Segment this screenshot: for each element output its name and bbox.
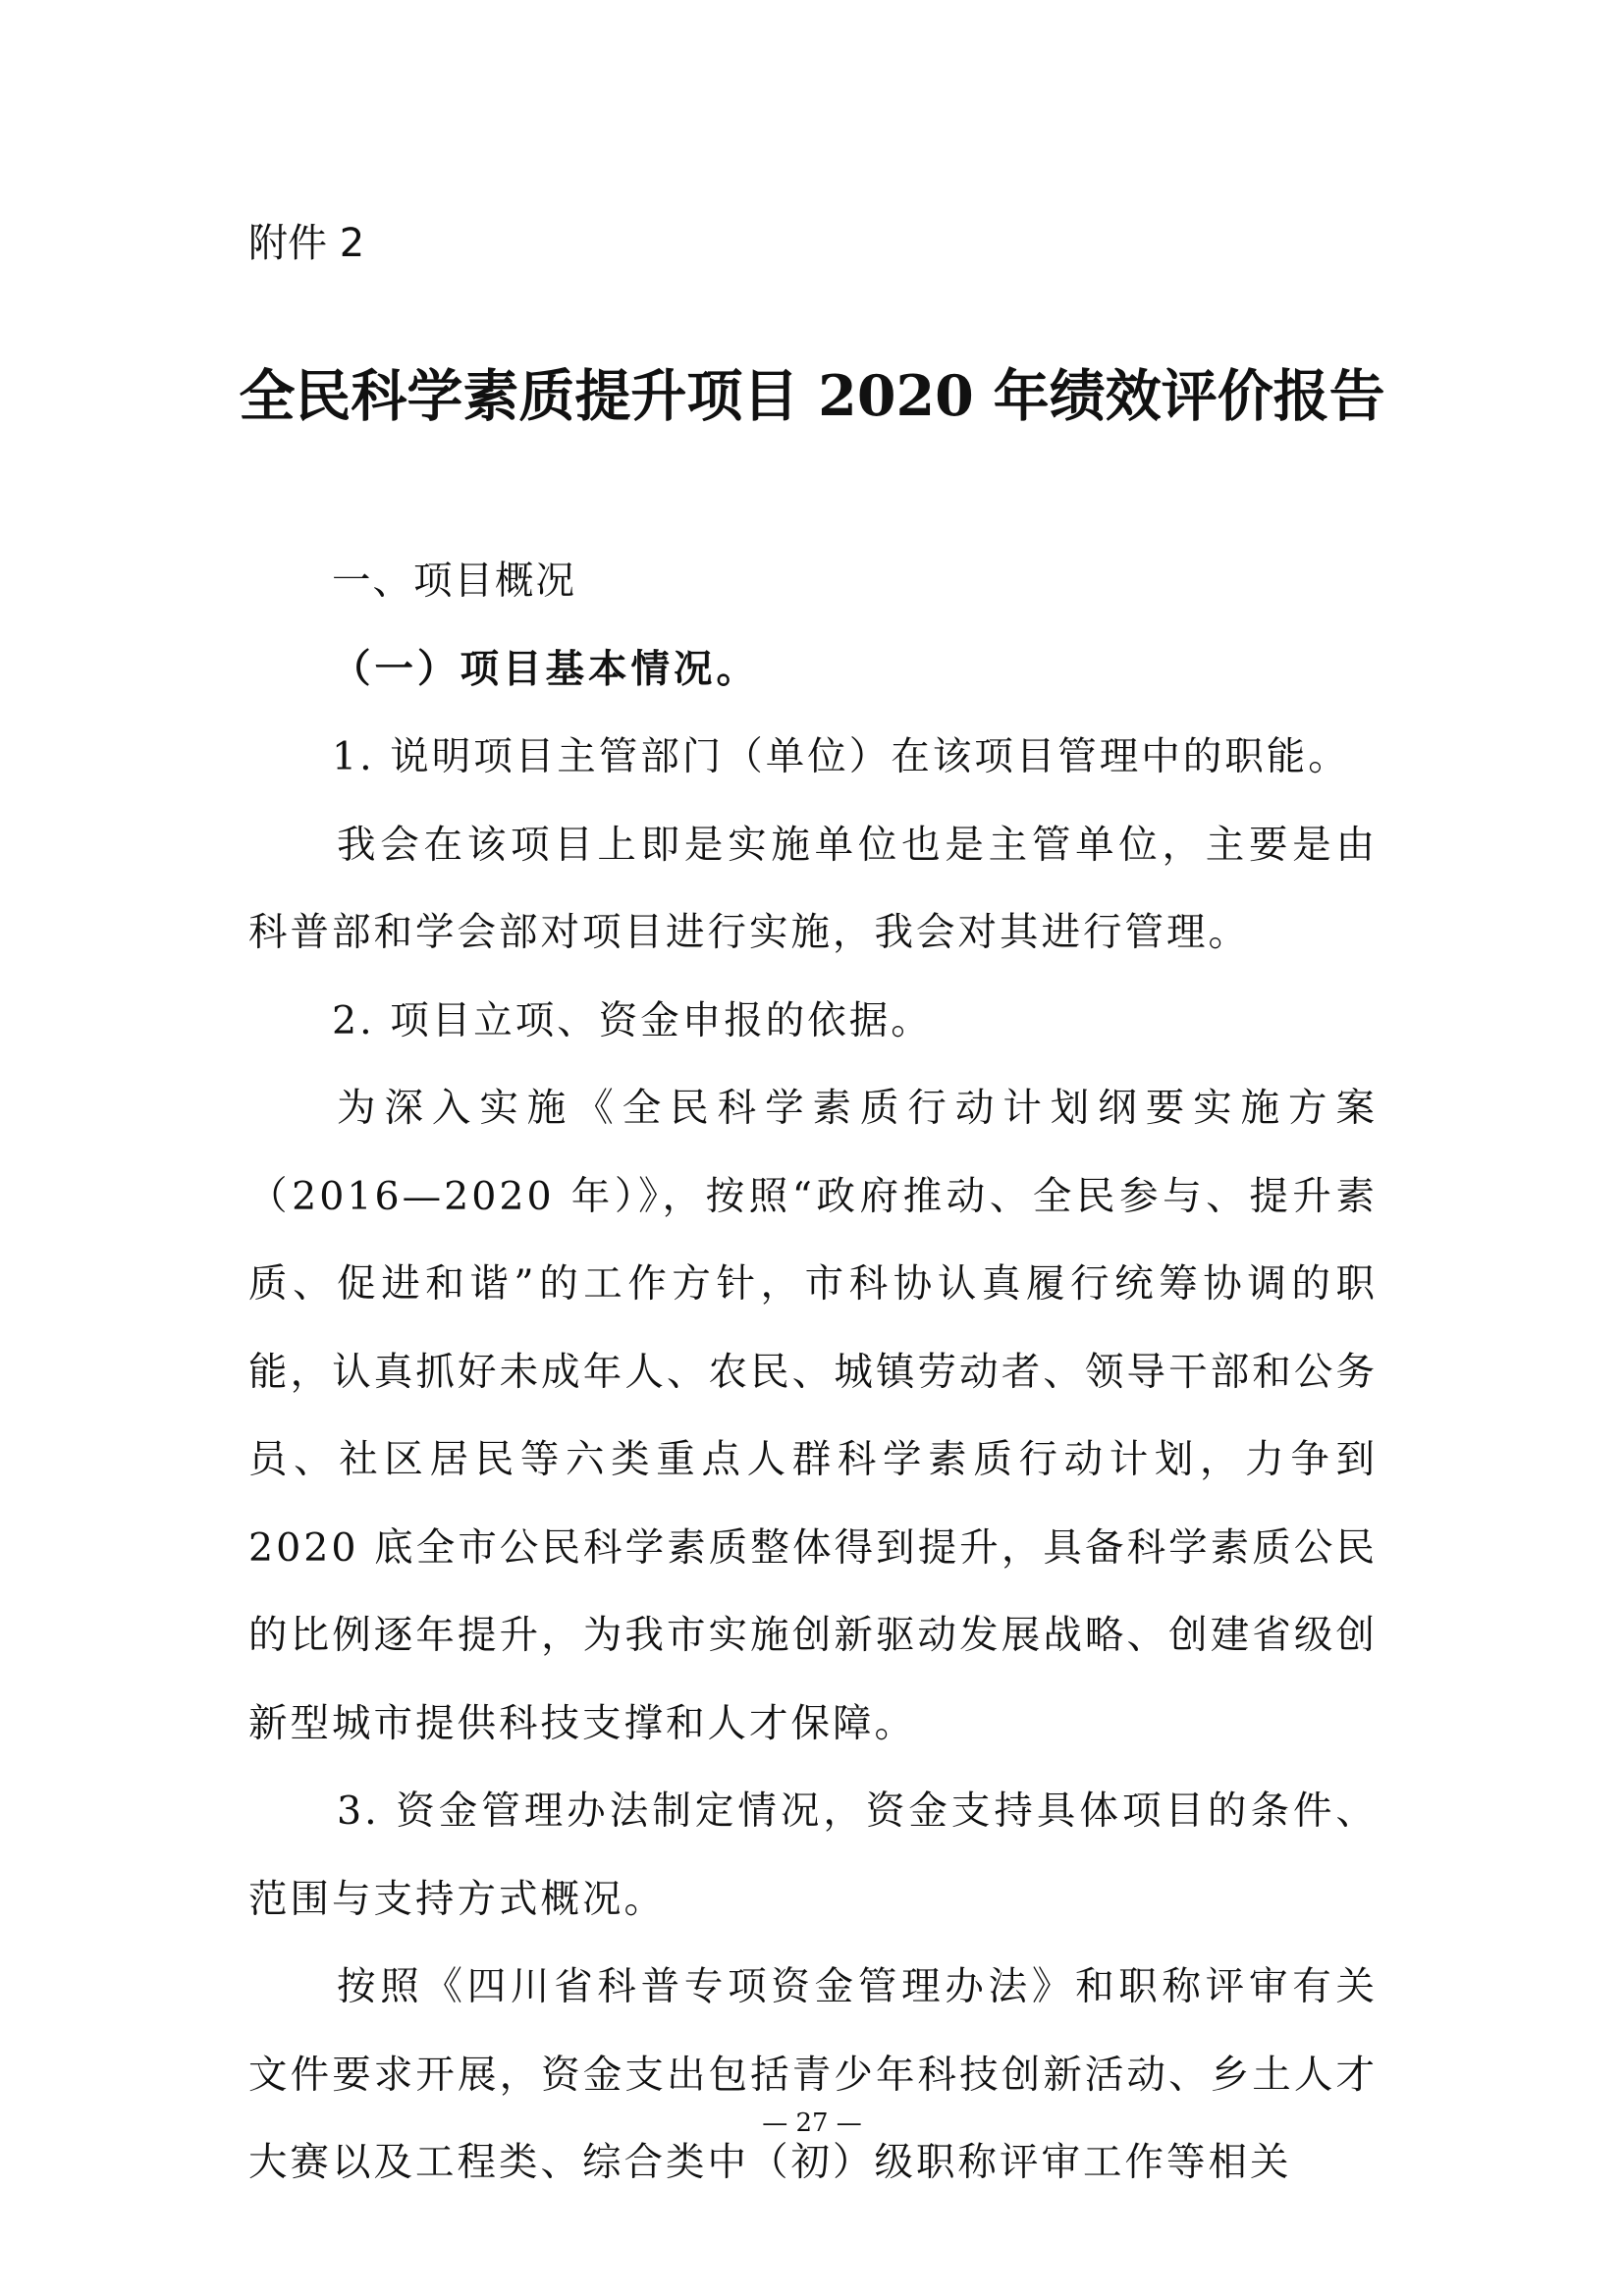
paragraph-item-1-heading: 1. 说明项目主管部门（单位）在该项目管理中的职能。 bbox=[332, 734, 1350, 779]
paragraph-item-1-body: 我会在该项目上即是实施单位也是主管单位，主要是由科普部和学会部对项目进行实施，我会对其进行管理。 bbox=[248, 822, 1378, 955]
section-heading: 一、项目概况 bbox=[332, 559, 576, 604]
attachment-label: 附件 2 bbox=[248, 221, 365, 266]
report-title: 全民科学素质提升项目 2020 年绩效评价报告 bbox=[239, 363, 1385, 429]
paragraph-item-3-heading: 3. 资金管理办法制定情况，资金支持具体项目的条件、范围与支持方式概况。 bbox=[248, 1789, 1378, 1922]
page-number: — 27 — bbox=[762, 2109, 862, 2138]
report-body bbox=[248, 538, 1378, 2208]
paragraph-item-3-body: 按照《四川省科普专项资金管理办法》和职称评审有关文件要求开展，资金支出包括青少年科技创新活动、乡土人才大赛以及工程类、综合类中（初）级职称评审工作等相关 bbox=[248, 1964, 1378, 2185]
subsection-heading: （一）项目基本情况。 bbox=[332, 646, 759, 692]
paragraph-item-2-heading: 2. 项目立项、资金申报的依据。 bbox=[332, 997, 933, 1043]
paragraph-item-2-body: 为深入实施《全民科学素质行动计划纲要实施方案（2016—2020 年）》，按照“政府推动、全民参与、提升素质、促进和谐”的工作方针，市科协认真履行统筹协调的职能，认真抓好未成年人、农民、城镇劳动者、领导干部和公务员、社区居民等六类重点人群科学素质行动计划，力争到 2020 底全市公民科学素质整体得到提升，具备科学素质公民的比例逐年提升，为我市实施创新驱动发展战略、创建省级创新型城市提供科技支撑和人才保障。 bbox=[248, 1086, 1378, 1746]
